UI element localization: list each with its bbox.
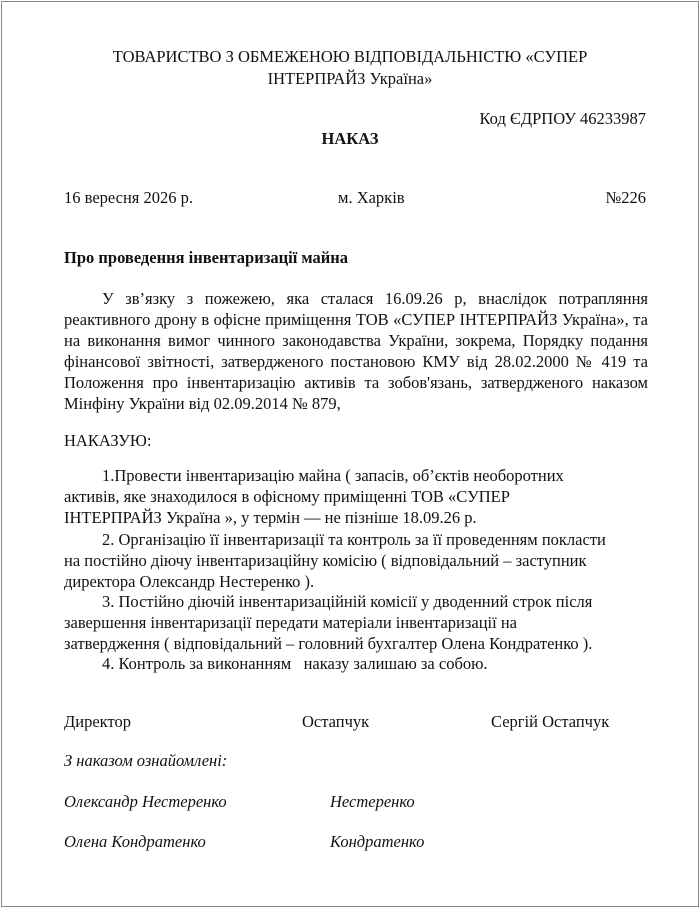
order-item-3: 3. Постійно діючій інвентаризаційній комісії у дводенний строк після завершення інвентаризації передати матеріали інвентаризації на затвердження ( відповідальний – головний бухгалтер Олена Кондратенко ). (64, 592, 593, 653)
order-item-4: 4. Контроль за виконанням наказу залишаю за собою. (102, 654, 488, 673)
edrpou-code: Код ЄДРПОУ 46233987 (479, 109, 646, 128)
signature-full-name: Сергій Остапчук (491, 712, 610, 731)
document-title: НАКАЗ (321, 129, 379, 148)
order-date: 16 вересня 2026 р. (64, 188, 193, 207)
order-city: м. Харків (338, 188, 405, 207)
order-word: НАКАЗУЮ: (64, 431, 152, 450)
company-name-line1: ТОВАРИСТВО З ОБМЕЖЕНОЮ ВІДПОВІДАЛЬНІСТЮ «СУПЕР (112, 47, 588, 66)
document-page (1, 1, 699, 907)
acknowledged-person-name: Олександр Нестеренко (64, 792, 227, 811)
acknowledged-person-name: Олена Кондратенко (64, 832, 206, 851)
order-item-2: 2. Організацію її інвентаризації та контроль за її проведенням покласти на постійно діючу інвентаризаційну комісію ( відповідальний – заступник директора Олександр Нестеренко ). (64, 530, 606, 591)
preamble-paragraph: У зв’язку з пожежею, яка сталася 16.09.26 р, внаслідок потрапляння реактивного дрону в офісне приміщення ТОВ «СУПЕР ІНТЕРПРАЙЗ Україна», та на виконання вимог чинного законодавства України, зокрема, Порядку подання фінансової звітності, затвердженого постановою КМУ від 28.02.2000 № 419 та Положення про інвентаризацію активів та зобов'язань, затвердженого наказом Мінфіну України від 02.09.2014 № 879, (64, 289, 648, 413)
order-subject: Про проведення інвентаризації майна (64, 248, 349, 267)
acknowledged-person-signature: Нестеренко (330, 792, 415, 811)
order-item-1: 1.Провести інвентаризацію майна ( запасів, об’єктів необоротних активів, яке знаходилося в офісному приміщенні ТОВ «СУПЕР ІНТЕРПРАЙЗ Україна », у термін — не пізніше 18.09.26 р. (64, 466, 564, 527)
company-name-line2: ІНТЕРПРАЙЗ Україна» (267, 69, 433, 88)
signature-mark: Остапчук (302, 712, 370, 731)
order-number: №226 (605, 188, 646, 207)
acknowledged-person-signature: Кондратенко (330, 832, 425, 851)
acknowledged-label: З наказом ознайомлені: (64, 751, 228, 770)
signature-position: Директор (64, 712, 131, 731)
